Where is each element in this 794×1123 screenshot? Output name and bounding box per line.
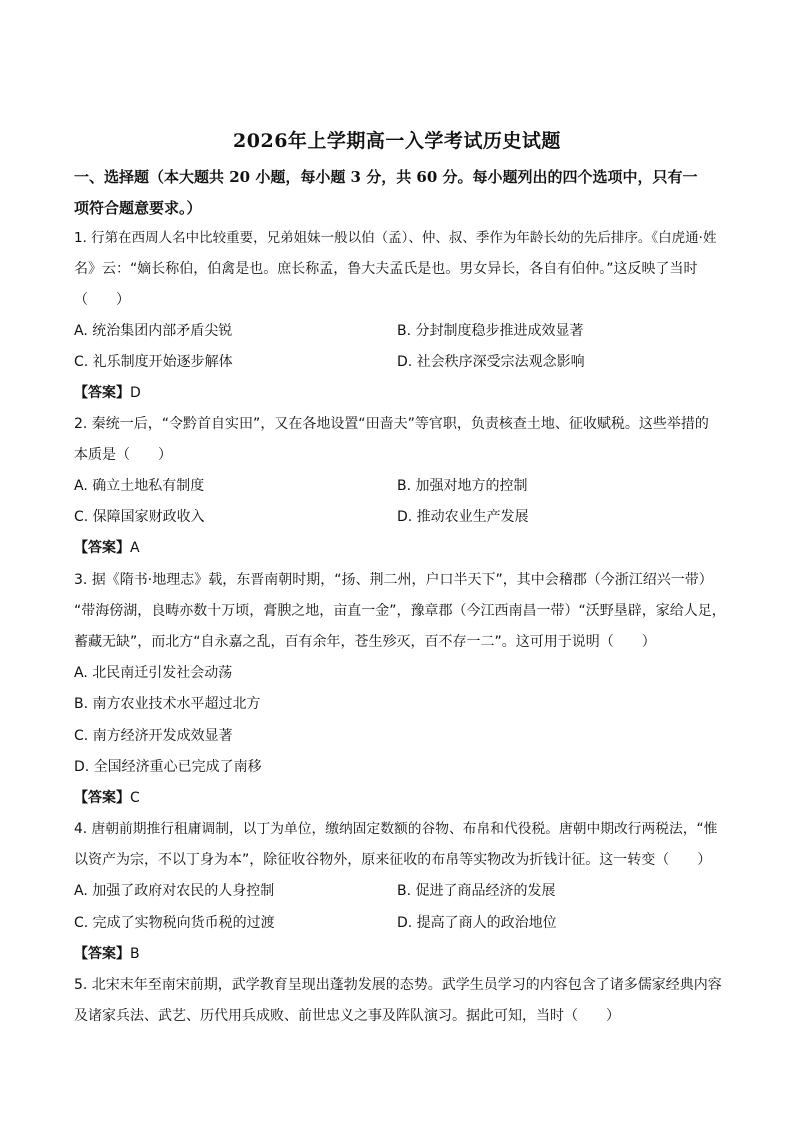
exam-title: 2026年上学期高一入学考试历史试题 [233, 130, 561, 152]
answer-label: 【答案】 [74, 946, 130, 962]
question-3-option-b: B. 南方农业技术水平超过北方 [74, 696, 261, 712]
question-4-option-b: B. 促进了商品经济的发展 [397, 883, 556, 899]
question-4-option-c: C. 完成了实物税向货币税的过渡 [74, 915, 275, 931]
section-heading-line-1: 一、选择题（本大题共 20 小题，每小题 3 分，共 60 分。每小题列出的四个选项中，只有一 [74, 168, 698, 186]
answer-value: C [130, 790, 140, 806]
question-3-option-d: D. 全国经济重心已完成了南移 [74, 759, 262, 775]
answer-value: D [130, 385, 141, 401]
question-1-stem-line-3: （ ） [74, 292, 130, 308]
question-1-answer [74, 383, 141, 403]
section-heading-line-2: 项符合题意要求。） [74, 199, 202, 217]
question-1-stem-line-2: 名》云：“嫡长称伯，伯禽是也。庶长称孟，鲁大夫孟氏是也。男女异长，各自有伯仲。”这反映了当时 [74, 261, 698, 277]
question-1-option-a: A. 统治集团内部矛盾尖锐 [74, 323, 233, 339]
question-4-answer [74, 944, 140, 964]
question-4-stem-line-1: 4. 唐朝前期推行租庸调制，以丁为单位，缴纳固定数额的谷物、布帛和代役税。唐朝中期改行两税法，“惟 [74, 821, 718, 837]
section-heading [74, 162, 726, 224]
answer-label: 【答案】 [74, 540, 130, 556]
question-1-option-c: C. 礼乐制度开始逐步解体 [74, 354, 233, 370]
question-3-stem-line-3: 蓄藏无缺”，而北方“自永嘉之乱，百有余年，苍生殄灭，百不存一二”。这可用于说明（ ） [74, 634, 656, 650]
question-5-stem-line-1: 5. 北宋末年至南宋前期，武学教育呈现出蓬勃发展的态势。武学生员学习的内容包含了诸多儒家经典内容 [74, 977, 722, 993]
question-2-stem-line-2: 本质是（ ） [74, 447, 172, 463]
question-4-option-d: D. 提高了商人的政治地位 [397, 915, 557, 931]
question-4-stem-line-2: 以资产为宗，不以丁身为本”，除征收谷物外，原来征收的布帛等实物改为折钱计征。这一转变（ ） [74, 852, 712, 868]
question-2-answer [74, 538, 140, 558]
question-3-answer [74, 788, 140, 808]
question-2-stem-line-1: 2. 秦统一后，“令黔首自实田”，又在各地设置“田啬夫”等官职，负责核查土地、征收赋税。这些举措的 [74, 416, 709, 432]
question-1-stem-line-1: 1. 行第在西周人名中比较重要，兄弟姐妹一般以伯（孟）、仲、叔、季作为年龄长幼的先后排序。《白虎通·姓 [74, 230, 717, 246]
question-3-stem-line-2: “带海傍湖，良畴亦数十万顷，膏腴之地，亩直一金”，豫章郡（今江西南昌一带）“沃野垦辟，家给人足， [74, 603, 726, 619]
question-3-option-a: A. 北民南迁引发社会动荡 [74, 665, 233, 681]
question-3-stem-line-1: 3. 据《隋书·地理志》载，东晋南朝时期，“扬、荆二州，户口半天下”，其中会稽郡（今浙江绍兴一带） [74, 572, 713, 588]
answer-label: 【答案】 [74, 385, 130, 401]
answer-value: A [130, 540, 140, 556]
question-2-option-c: C. 保障国家财政收入 [74, 509, 205, 525]
answer-value: B [130, 946, 140, 962]
question-2-option-b: B. 加强对地方的控制 [397, 478, 528, 494]
question-2-option-a: A. 确立土地私有制度 [74, 478, 205, 494]
answer-label: 【答案】 [74, 790, 130, 806]
question-5-stem-line-2: 及诸家兵法、武艺、历代用兵成败、前世忠义之事及阵队演习。据此可知，当时（ ） [74, 1008, 620, 1024]
question-1-option-b: B. 分封制度稳步推进成效显著 [397, 323, 584, 339]
question-3-option-c: C. 南方经济开发成效显著 [74, 728, 233, 744]
question-2-option-d: D. 推动农业生产发展 [397, 509, 529, 525]
question-1-option-d: D. 社会秩序深受宗法观念影响 [397, 354, 585, 370]
question-4-option-a: A. 加强了政府对农民的人身控制 [74, 883, 275, 899]
